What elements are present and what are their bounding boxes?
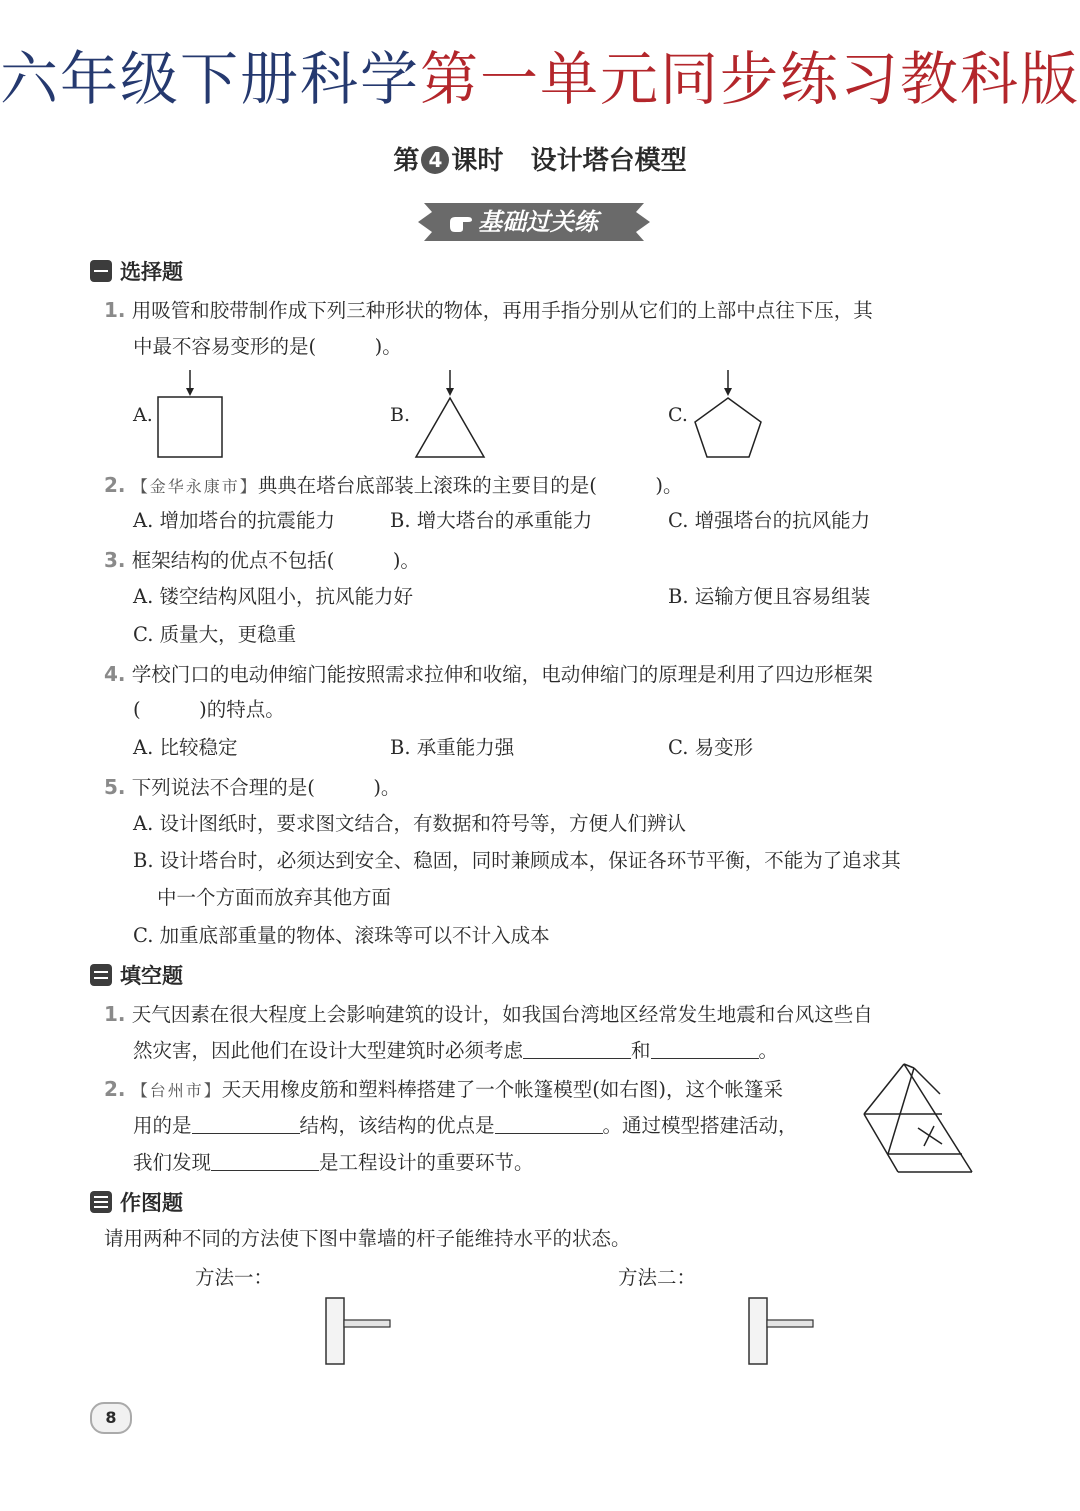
page-number: 8 [90,1402,132,1434]
lesson-name: 设计塔台模型 [530,146,687,176]
triangle-shape-figure [408,370,492,462]
q-text: 学校门口的电动伸缩门能按照需求拉伸和收缩，电动伸缩门的原理是利用了四边形框架 [131,663,873,686]
section-three-icon [90,1191,112,1213]
q3-option-b: B. 运输方便且容易组装 [668,585,871,608]
q-text: 和 [631,1039,651,1062]
tent-model-figure [860,1060,980,1178]
q-text: 结构，该结构的优点是 [299,1114,495,1137]
q5-option-b: B. 设计塔台时，必须达到安全、稳固，同时兼顾成本，保证各环节平衡，不能为了追求其 [133,849,901,872]
wall-rod-figure-one [322,1296,394,1366]
choice-q4-line1 [104,659,873,690]
answer-blank[interactable] [495,1113,603,1134]
section-fill-label: 填空题 [120,964,183,988]
q2-option-c: C. 增强塔台的抗风能力 [668,509,871,532]
pointing-hand-icon [448,210,474,234]
q5-option-c: C. 加重底部重量的物体、滚珠等可以不计入成本 [133,924,550,947]
answer-blank[interactable] [523,1038,631,1059]
pentagon-shape-figure [688,370,768,462]
q-text: 框架结构的优点不包括( )。 [131,549,420,572]
q-text: 是工程设计的重要环节。 [319,1151,534,1174]
q-text: 然灾害，因此他们在设计大型建筑时必须考虑 [133,1039,524,1062]
q3-option-a: A. 镂空结构风阻小，抗风能力好 [133,585,413,608]
lesson-suffix: 课时 [451,146,504,176]
choice-q1-line1 [104,295,873,326]
q-number: 4. [104,662,126,686]
lesson-number: 4 [421,146,449,174]
choice-q3 [104,545,420,576]
q-text: 下列说法不合理的是( )。 [131,776,401,799]
section-draw-label: 作图题 [120,1191,183,1215]
q-number: 1. [104,298,126,322]
q4-option-c: C. 易变形 [668,736,754,759]
choice-q4-line2: ( )的特点。 [133,698,285,721]
title-part1: 六年级下册科学 [0,45,421,113]
choice-q5 [104,772,400,803]
lesson-heading [0,140,1080,177]
q2-option-b: B. 增大塔台的承重能力 [390,509,593,532]
q2-option-a: A. 增加塔台的抗震能力 [133,509,335,532]
q-number: 1. [104,1002,126,1026]
q-number: 3. [104,548,126,572]
q-text: 天气因素在很大程度上会影响建筑的设计，如我国台湾地区经常发生地震和台风这些自 [131,1003,873,1026]
q-text: 。通过模型搭建活动， [602,1114,798,1137]
fill-q2-line1 [104,1074,783,1106]
banner-text: 基础过关练 [478,208,598,236]
section-fill-heading [90,961,183,991]
title-part2: 第一单元同步练习教科版 [420,45,1080,113]
q-text: 用的是 [133,1114,192,1137]
q-text: 用吸管和胶带制作成下列三种形状的物体，再用手指分别从它们的上部中点往下压，其 [131,299,873,322]
method-one-label: 方法一： [195,1266,274,1289]
q5-option-a: A. 设计图纸时，要求图文结合，有数据和符号等，方便人们辨认 [133,812,686,835]
q-number: 2. [104,1077,126,1101]
q-number: 2. [104,473,126,497]
choice-q2 [104,470,682,502]
q-text: 我们发现 [133,1151,212,1174]
region-tag: 【台州市】 [131,1081,222,1100]
answer-blank[interactable] [651,1038,759,1059]
answer-blank[interactable] [211,1150,319,1171]
option-c-label: C. [668,404,688,426]
q-text: 。 [758,1039,779,1062]
q-number: 5. [104,775,126,799]
section-two-icon [90,964,112,986]
section-one-icon [90,260,112,282]
wall-rod-figure-two [745,1296,817,1366]
fill-q1-line1 [104,999,873,1030]
q-text: 天天用橡皮筋和塑料棒搭建了一个帐篷模型(如右图)，这个帐篷采 [221,1078,783,1101]
fill-q2-line2 [133,1111,798,1141]
answer-blank[interactable] [192,1113,300,1134]
option-b-label: B. [390,404,411,426]
section-choice-heading [90,257,183,287]
q4-option-b: B. 承重能力强 [390,736,515,759]
fill-q1-line2 [133,1036,778,1066]
draw-question-text: 请用两种不同的方法使下图中靠墙的杆子能维持水平的状态。 [104,1227,631,1250]
choice-q1-line2: 中最不容易变形的是( )。 [133,335,402,358]
method-two-label: 方法二： [618,1266,697,1289]
q4-option-a: A. 比较稳定 [133,736,238,759]
region-tag: 【金华永康市】 [131,477,258,496]
option-a-label: A. [133,404,153,426]
q3-option-c: C. 质量大，更稳重 [133,623,297,646]
q5-option-b-cont: 中一个方面而放弃其他方面 [157,886,392,909]
q-text: 典典在塔台底部装上滚珠的主要目的是( )。 [257,474,683,497]
fill-q2-line3 [133,1148,534,1178]
page-title [0,40,1080,118]
section-choice-label: 选择题 [120,260,183,284]
square-shape-figure [150,370,230,462]
section-draw-heading [90,1188,183,1218]
lesson-prefix: 第 [393,146,420,176]
